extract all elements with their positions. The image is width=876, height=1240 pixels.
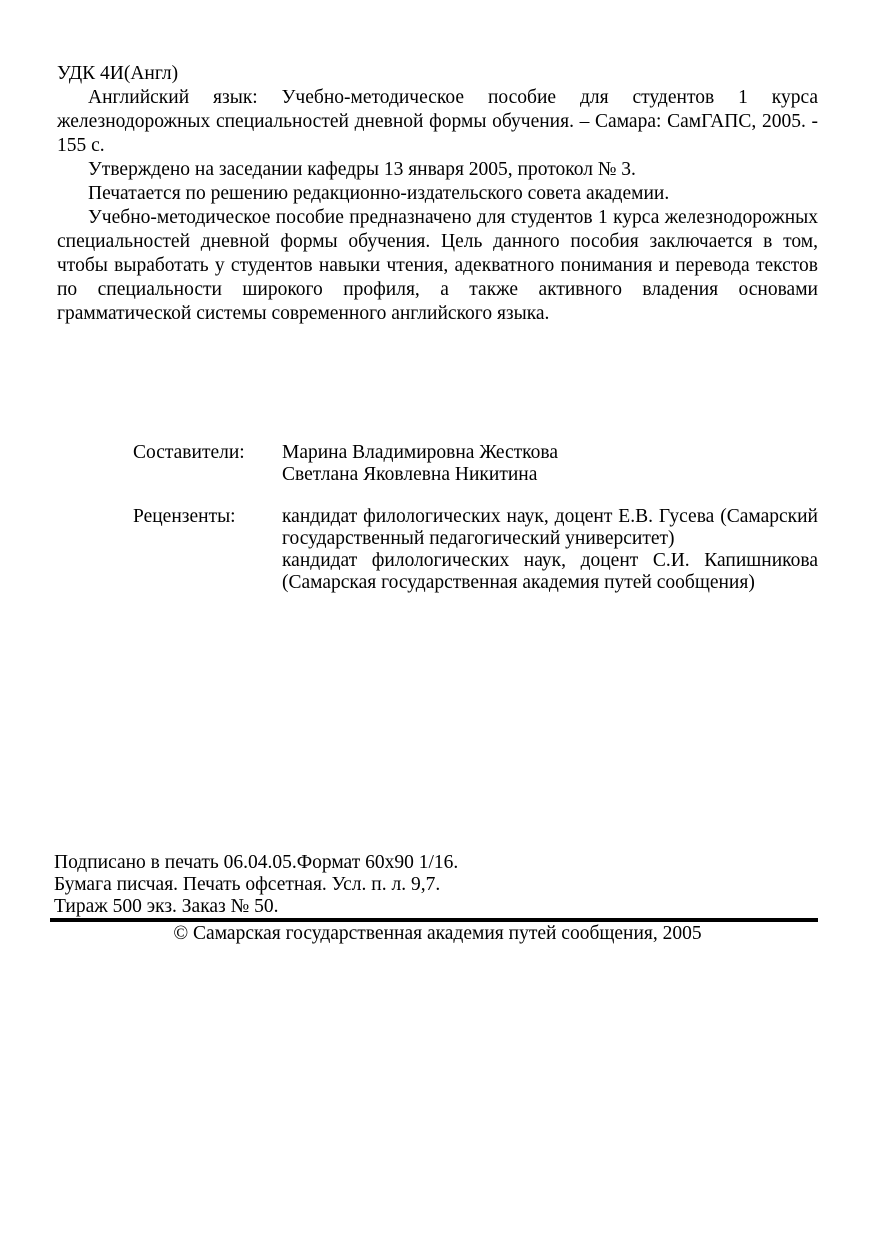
compiler-name: Марина Владимировна Жесткова <box>282 442 558 463</box>
copyright-line: © Самарская государственная академия путей сообщения, 2005 <box>173 923 702 944</box>
compilers-row <box>133 442 818 486</box>
imprint-line: Тираж 500 экз. Заказ № 50. <box>54 896 279 917</box>
compiler-name: Светлана Яковлевна Никитина <box>282 464 538 485</box>
compilers-names <box>282 442 818 486</box>
reviewer-entry: кандидат филологических наук, доцент С.И. Капишникова (Самарская государственная академия путей сообщения) <box>282 550 818 593</box>
reviewer-entry: кандидат филологических наук, доцент Е.В. Гусева (Самарский государственный педагогический университет) <box>282 506 818 549</box>
reviewers-entries <box>282 506 818 594</box>
bibliographic-description: Английский язык: Учебно-методическое пособие для студентов 1 курса железнодорожных специальностей дневной формы обучения. – Самара: СамГАПС, 2005. - 155 с. <box>57 87 818 156</box>
annotation-paragraph: Учебно-методическое пособие предназначено для студентов 1 курса железнодорожных специальностей дневной формы обучения. Цель данного пособия заключается в том, чтобы выработать у студентов навыки чтения, адекватного понимания и перевода текстов по специальности широкого профиля, а также активного владения основами грамматической системы современного английского языка. <box>57 207 818 324</box>
imprint-block <box>54 852 818 918</box>
compilers-label: Составители: <box>133 442 245 463</box>
approval-note: Утверждено на заседании кафедры 13 января 2005, протокол № 3. <box>88 159 636 180</box>
udk-code: УДК 4И(Англ) <box>57 63 179 84</box>
imprint-line: Бумага писчая. Печать офсетная. Усл. п. л. 9,7. <box>54 874 441 895</box>
reviewers-row <box>133 506 818 594</box>
reviewers-label: Рецензенты: <box>133 506 236 527</box>
publication-note: Печатается по решению редакционно-издательского совета академии. <box>88 183 670 204</box>
imprint-line: Подписано в печать 06.04.05.Формат 60х90 1/16. <box>54 852 459 873</box>
